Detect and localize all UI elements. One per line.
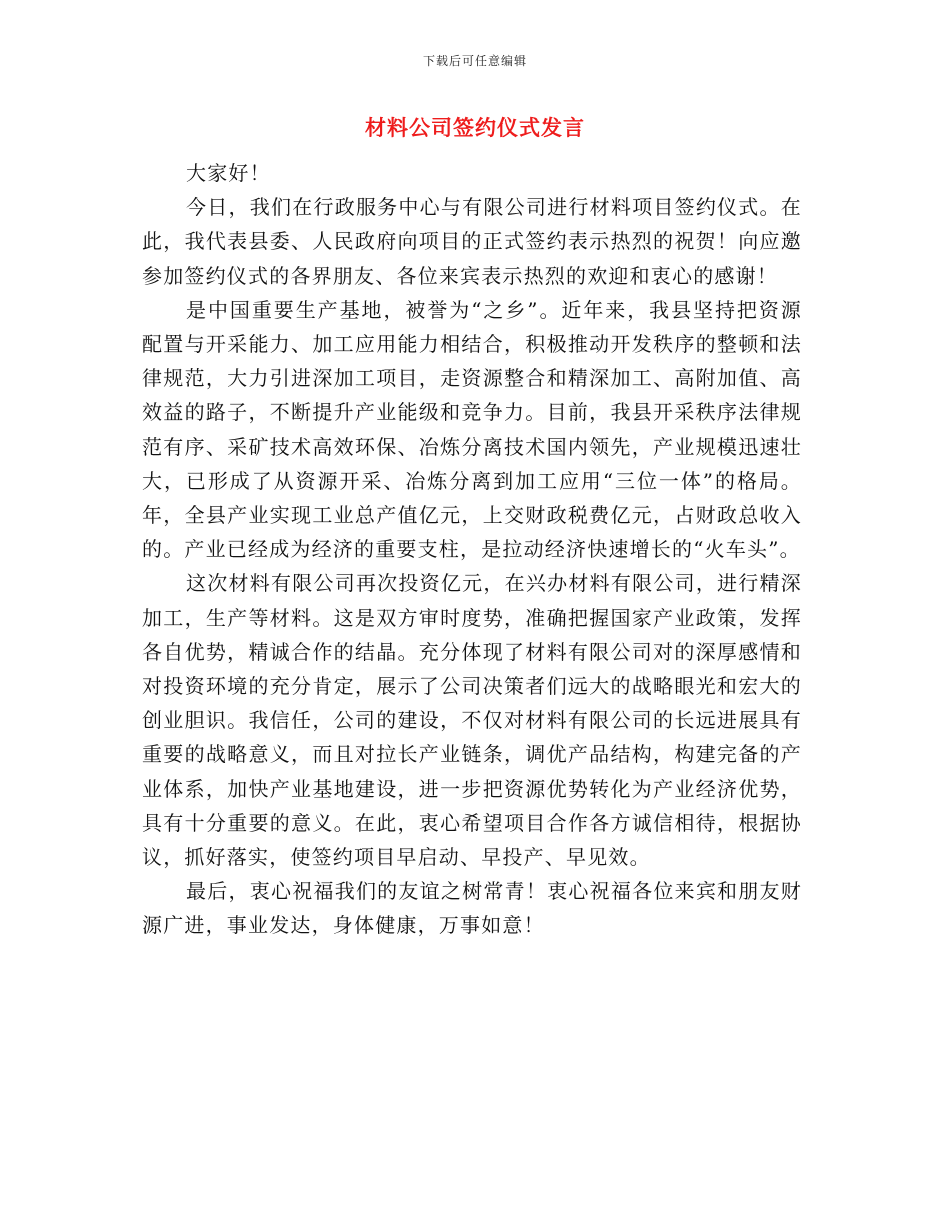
paragraph-closing: 最后，衷心祝福我们的友谊之树常青！衷心祝福各位来宾和朋友财源广进，事业发达，身体健康，万事如意！: [142, 879, 802, 938]
paragraph-opening: 今日，我们在行政服务中心与有限公司进行材料项目签约仪式。在此，我代表县委、人民政府向项目的正式签约表示热烈的祝贺！向应邀参加签约仪式的各界朋友、各位来宾表示热烈的欢迎和衷心的感谢！: [142, 195, 802, 288]
header-note: 下载后可任意编辑: [422, 54, 527, 68]
document-title: 材料公司签约仪式发言: [365, 115, 585, 140]
paragraph-greeting: 大家好！: [186, 161, 271, 185]
paragraph-investment: 这次材料有限公司再次投资亿元，在兴办材料有限公司，进行精深加工，生产等材料。这是双方审时度势，准确把握国家产业政策，发挥各自优势，精诚合作的结晶。充分体现了材料有限公司对的深厚感情和对投资环境的充分肯定，展示了公司决策者们远大的战略眼光和宏大的创业胆识。我信任，公司的建设，不仅对材料有限公司的长远进展具有重要的战略意义，而且对拉长产业链条，调优产品结构，构建完备的产业体系，加快产业基地建设，进一步把资源优势转化为产业经济优势，具有十分重要的意义。在此，衷心希望项目合作各方诚信相待，根据协议，抓好落实，使签约项目早启动、早投产、早见效。: [142, 571, 802, 870]
paragraph-background: 是中国重要生产基地，被誉为“之乡”。近年来，我县坚持把资源配置与开采能力、加工应用能力相结合，积极推动开发秩序的整顿和法律规范，大力引进深加工项目，走资源整合和精深加工、高附加值、高效益的路子，不断提升产业能级和竞争力。目前，我县开采秩序法律规范有序、采矿技术高效环保、冶炼分离技术国内领先，产业规模迅速壮大，已形成了从资源开采、冶炼分离到加工应用“三位一体”的格局。年，全县产业实现工业总产值亿元，上交财政税费亿元，占财政总收入的。产业已经成为经济的重要支柱，是拉动经济快速增长的“火车头”。: [142, 297, 802, 562]
document-body: [142, 156, 802, 943]
